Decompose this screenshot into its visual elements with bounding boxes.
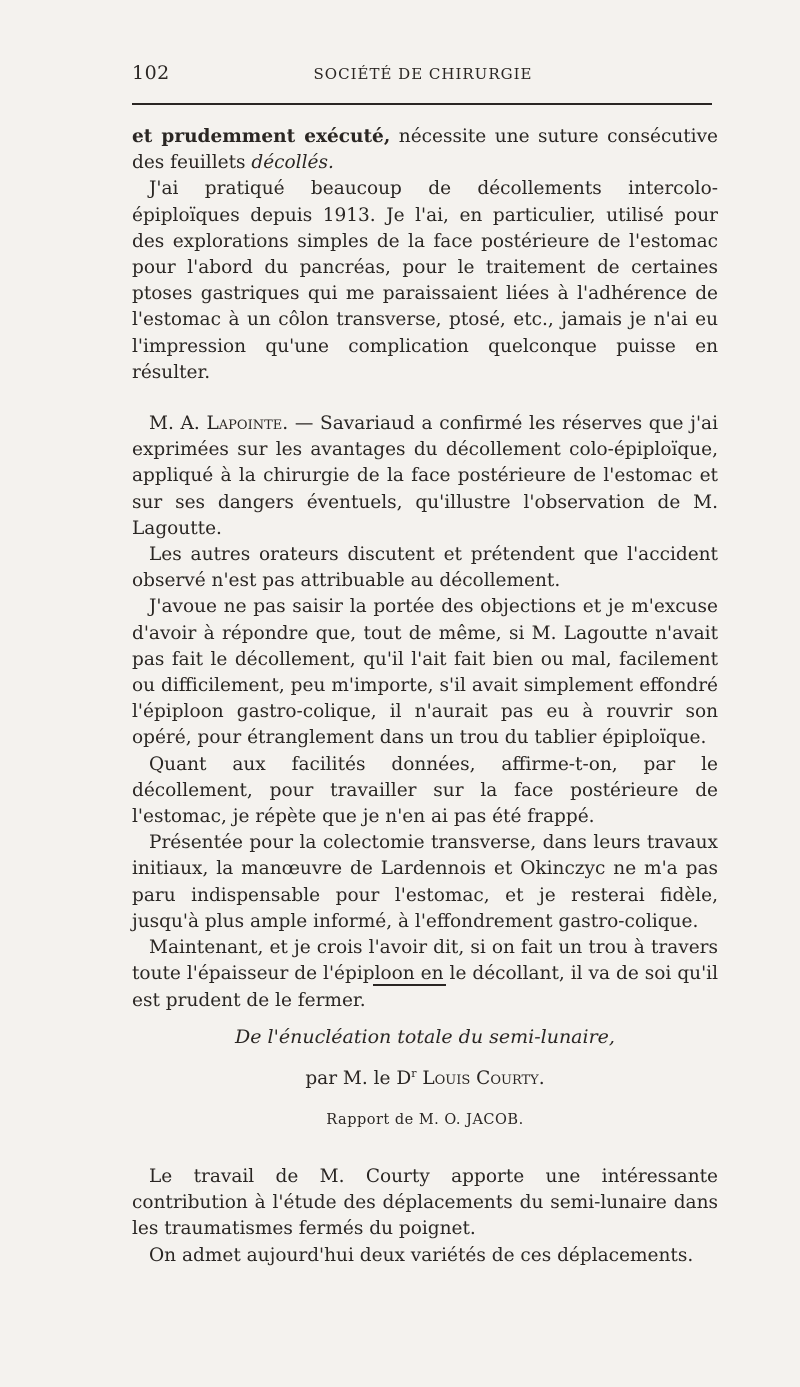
article-title: De l'énucléation totale du semi-lunaire, bbox=[235, 1026, 615, 1048]
article-byline bbox=[132, 1067, 718, 1089]
byline-superscript: r bbox=[411, 1067, 417, 1080]
paragraph: Les autres orateurs discutent et prétendent que l'accident observé n'est pas attribuable au décollement. bbox=[132, 544, 718, 592]
page-number: 102 bbox=[132, 62, 170, 84]
bold-lead: et prudemment exécuté, bbox=[132, 126, 391, 147]
paragraph-text: nécessite une suture consécutive des feuillets bbox=[132, 126, 718, 174]
paragraph: Le travail de M. Courty apporte une intéressante contribution à l'étude des déplacements du semi-lunaire dans les traumatismes fermés du poignet. bbox=[132, 1166, 718, 1240]
byline-prefix: par M. le D bbox=[305, 1068, 412, 1090]
discussion-text bbox=[132, 124, 718, 1014]
paragraph: On admet aujourd'hui deux variétés de ces déplacements. bbox=[149, 1244, 694, 1266]
author-name: Louis Courty. bbox=[416, 1068, 545, 1090]
paragraph bbox=[132, 411, 718, 542]
article-text bbox=[132, 1164, 718, 1269]
italic-word: décollés. bbox=[251, 152, 334, 174]
header-rule bbox=[132, 103, 712, 105]
paragraph: Présentée pour la colectomie transverse, dans leurs travaux initiaux, la manœuvre de Lardennois et Okinczyc ne m'a pas paru indispensable pour l'estomac, et je resterai fidèle, jusqu'à plus ample informé, à l'effondrement gastro-colique. bbox=[132, 832, 718, 932]
paragraph bbox=[132, 124, 718, 176]
paragraph-text: — Savariaud a confirmé les réserves que j'ai exprimées sur les avantages du décollement colo-épiploïque, appliqué à la chirurgie de la face postérieure de l'estomac et sur ses dangers éventuels, qu'illustre l'observation de M. Lagoutte. bbox=[132, 413, 718, 539]
page-header bbox=[132, 62, 714, 92]
running-title: SOCIÉTÉ DE CHIRURGIE bbox=[313, 65, 533, 83]
paragraph: Maintenant, et je crois l'avoir dit, si on fait un trou à travers toute l'épaisseur de l'épiploon en le décollant, il va de soi qu'il est prudent de le fermer. bbox=[132, 937, 718, 1011]
paragraph: J'avoue ne pas saisir la portée des objections et je m'excuse d'avoir à répondre que, tout de même, si M. Lagoutte n'avait pas fait le décollement, qu'il l'ait fait bien ou mal, facilement ou difficilement, peu m'importe, s'il avait simplement effondré l'épiploon gastro-colique, il n'aurait pas eu à rouvrir son opéré, pour étranglement dans un trou du tablier épiploïque. bbox=[132, 596, 718, 749]
report-line: Rapport de M. O. JACOB. bbox=[326, 1112, 524, 1128]
paragraph: J'ai pratiqué beaucoup de décollements intercolo-épiploïques depuis 1913. Je l'ai, en particulier, utilisé pour des explorations simples de la face postérieure de l'estomac pour l'abord du pancréas, pour le traitement de certaines ptoses gastriques qui me paraissaient liées à l'adhérence de l'estomac à un côlon transverse, ptosé, etc., jamais je n'ai eu l'impression qu'une complication quelconque puisse en résulter. bbox=[132, 178, 718, 383]
speaker-name: M. A. Lapointe. bbox=[149, 413, 289, 435]
paragraph: Quant aux facilités données, affirme-t-on, par le décollement, pour travailler sur la face postérieure de l'estomac, je répète que je n'en ai pas été frappé. bbox=[132, 753, 718, 828]
section-divider bbox=[373, 984, 446, 986]
